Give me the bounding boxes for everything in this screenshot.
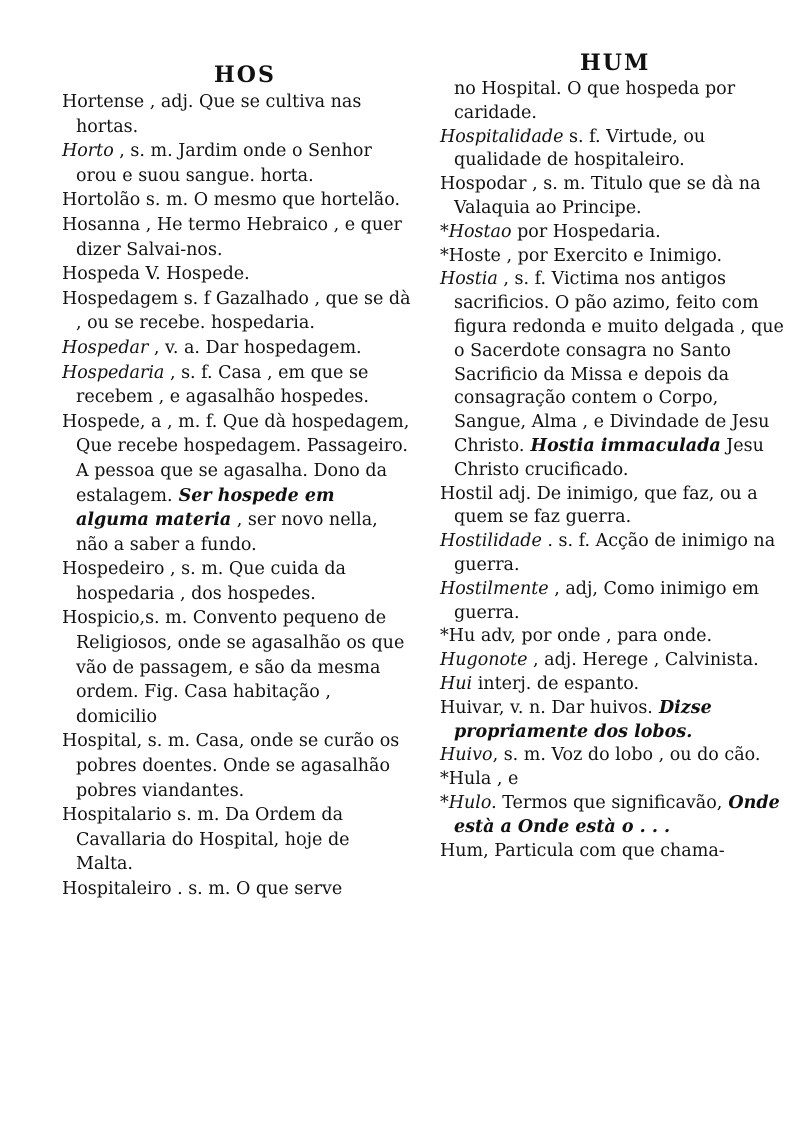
entry-definition: , s. m. Que cuida da hospedaria , dos hospedes. (76, 559, 346, 604)
entry-headword: Hospeda (62, 264, 140, 285)
entry-headword: Hortense (62, 92, 145, 112)
dictionary-entry (440, 221, 785, 245)
entry-definition: , s. f. Casa , em que se recebem , e agasalhão hospedes. (76, 362, 369, 408)
dictionary-entry (440, 268, 785, 482)
entry-definition: , adj. Herege , Calvinista. (527, 650, 759, 671)
entry-headword: *Hulo. (440, 792, 497, 813)
entry-headword: Hospitalario (62, 805, 172, 826)
entry-headword: Hostilmente (440, 578, 549, 599)
dictionary-entry (62, 287, 412, 336)
entry-definition: , e (491, 769, 519, 790)
dictionary-entry (62, 336, 412, 361)
entry-headword: Horto (62, 141, 114, 162)
entry-definition: interj. de espanto. (472, 673, 640, 694)
entry-definition-tail: , ser novo nella, não a saber a fundo. (76, 510, 378, 555)
entry-definition: , s. m. Titulo que se dà na Valaquia ao Principe. (454, 174, 761, 218)
dictionary-entry (62, 877, 412, 902)
dictionary-entry (440, 78, 785, 126)
entry-definition: , s. f. Victima nos antigos sacrificios. O pão azimo, feito com figura redonda e muito delgada , que o Sacerdote consagra no Santo Sacrificio da Missa e depois da consagração contem o Corpo, Sangue, Alma , e Divindade de Jesu Christo. (454, 269, 784, 456)
dictionary-entry (440, 173, 785, 221)
entry-definition: , s. m. Voz do lobo , ou do cão. (492, 745, 761, 766)
entry-headword: *Hostao (440, 221, 512, 242)
entry-definition: por Hospedaria. (511, 221, 661, 242)
dictionary-entry (62, 361, 412, 410)
entry-definition: . s. f. Acção de inimigo na guerra. (454, 531, 776, 575)
entry-definition: V. Hospede. (139, 264, 250, 285)
entry-definition: s. f Gazalhado , que se dà , ou se recebe. hospedaria. (76, 288, 411, 334)
entry-headword: Hortolão (62, 190, 141, 211)
entry-definition: , por Exercito e Inimigo. (500, 245, 723, 266)
left-running-header: HOS (214, 62, 276, 88)
entry-definition: s. m. O mesmo que hortelão. (140, 190, 401, 211)
right-running-header: HUM (580, 50, 651, 76)
entry-headword: Hosanna (62, 214, 141, 235)
dictionary-entry (62, 262, 412, 287)
dictionary-entry (62, 90, 412, 139)
dictionary-entry (440, 578, 785, 626)
entry-headword: Huivar (440, 697, 499, 718)
left-column (62, 90, 412, 902)
entry-definition: adj. De inimigo, que faz, ou a quem se faz guerra. (454, 483, 758, 528)
entry-headword: *Hula (440, 769, 492, 790)
entry-headword: Hugonote (440, 650, 528, 671)
entry-definition: s. f. Virtude, ou qualidade de hospitaleiro. (454, 126, 706, 171)
entry-headword: *Hoste (440, 245, 501, 266)
entry-headword: Hospedeiro (62, 559, 165, 580)
entry-headword: Hum (440, 840, 484, 861)
entry-headword: Hostil (440, 483, 494, 504)
entry-headword: Hospedar (62, 337, 149, 358)
entry-definition: . s. m. O que serve (171, 879, 343, 899)
entry-headword: Hostilidade (440, 531, 542, 552)
entry-headword: Hui (440, 673, 473, 694)
entry-headword: Hospodar (440, 174, 527, 195)
entry-headword: Hospede, (62, 411, 146, 432)
entry-headword: Hospitaleiro (62, 879, 172, 899)
dictionary-entry (62, 188, 412, 213)
dictionary-entry (440, 483, 785, 531)
entry-headword: Hospitalidade (440, 126, 564, 147)
dictionary-entry (62, 410, 412, 558)
dictionary-entry (62, 557, 412, 606)
dictionary-entry (440, 673, 785, 697)
entry-headword: *Hu (440, 626, 476, 647)
entry-phrase: Ser hospede em alguma materia (76, 485, 335, 531)
dictionary-entry (440, 649, 785, 673)
entry-definition: Termos que significavão, (496, 792, 723, 813)
entry-headword: Hostia (440, 269, 498, 290)
dictionary-entry (62, 803, 412, 877)
entry-definition: , v. n. Dar huivos. (498, 697, 653, 718)
entry-definition: adv, por onde , para onde. (475, 626, 713, 647)
dictionary-entry (440, 768, 785, 792)
dictionary-entry (440, 792, 785, 840)
entry-definition: s. m. Da Ordem da Cavallaria do Hospital, hoje de Malta. (76, 805, 350, 875)
entry-definition: , s. m. Casa, onde se curão os pobres doentes. Onde se agasalhão pobres viandantes. (76, 731, 400, 801)
entry-phrase: Hostia immaculada (524, 435, 721, 456)
entry-definition: no Hospital. O que hospeda por caridade. (454, 79, 736, 123)
dictionary-entry (440, 625, 785, 649)
entry-headword: Hospedaria (62, 362, 165, 383)
entry-headword: Hospicio, (62, 608, 146, 629)
entry-definition: , Particula com que chama- (483, 840, 725, 861)
dictionary-entry (440, 697, 785, 745)
entry-definition: , adj, Como inimigo em guerra. (454, 578, 760, 623)
entry-headword: Huivo (440, 745, 493, 766)
entry-definition: , v. a. Dar hospedagem. (148, 337, 362, 358)
entry-headword: Hospital (62, 731, 137, 752)
dictionary-entry (440, 530, 785, 578)
dictionary-entry (440, 840, 785, 864)
dictionary-entry (440, 744, 785, 768)
entry-definition: , He termo Hebraico , e quer dizer Salvai-nos. (76, 214, 402, 260)
right-column (440, 78, 785, 863)
entry-definition: a , m. f. Que dà hospedagem, Que recebe hospedagem. Passageiro. A pessoa que se agasalha. Dono da estalagem. (76, 411, 410, 506)
dictionary-entry (62, 213, 412, 262)
entry-headword: Hospedagem (62, 288, 179, 309)
entry-definition-tail: Jesu Christo crucificado. (454, 435, 764, 480)
entry-definition: s. m. Convento pequeno de Religiosos, onde se agasalhão os que vão de passagem, e são da mesma ordem. Fig. Casa habitação , domicilio (76, 608, 405, 727)
dictionary-entry (62, 139, 412, 188)
dictionary-entry (62, 729, 412, 803)
entry-definition: , adj. Que se cultiva nas hortas. (76, 92, 362, 137)
entry-phrase: Onde està a Onde està o . . . (454, 792, 780, 837)
dictionary-entry (440, 126, 785, 174)
dictionary-entry (62, 606, 412, 729)
entry-definition: , s. m. Jardim onde o Senhor orou e suou sangue. horta. (76, 141, 372, 186)
entry-phrase: Dizse propriamente dos lobos. (454, 697, 712, 742)
dictionary-entry (440, 245, 785, 269)
